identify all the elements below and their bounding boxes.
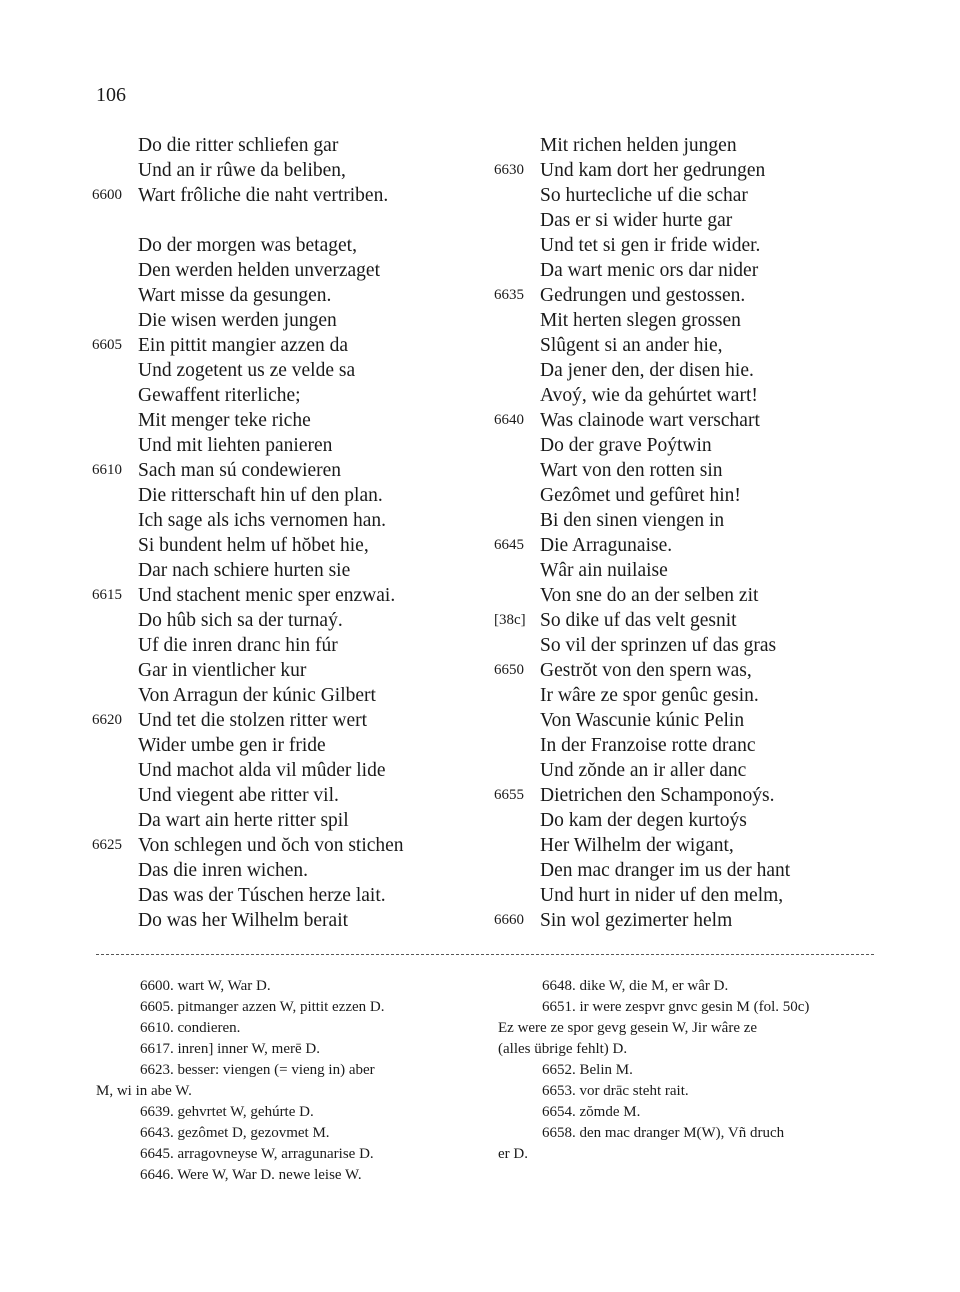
- line-number: [38c]: [494, 612, 526, 628]
- verse-text: Und tet die stolzen ritter wert: [138, 710, 368, 731]
- verse-line: [494, 583, 894, 608]
- footnote: 6623. besser: viengen (= vieng in) aber: [140, 1062, 375, 1078]
- verse-text: Da wart ain herte ritter spil: [138, 810, 349, 831]
- verse-text: Wider umbe gen ir fride: [138, 735, 326, 756]
- line-number: 6640: [494, 412, 524, 428]
- verse-line: [92, 783, 492, 808]
- footnote: 6646. Were W, War D. newe leise W.: [140, 1167, 362, 1183]
- verse-text: Dietrichen den Schamponoýs.: [540, 785, 775, 806]
- verse-line: [494, 283, 894, 308]
- verse-text: Von schlegen und ŏch von stichen: [138, 835, 404, 856]
- verse-line: [92, 408, 492, 433]
- verse-line: [494, 183, 894, 208]
- verse-text: Wâr ain nuilaise: [540, 560, 668, 581]
- left-verse-column: [92, 133, 492, 933]
- verse-text: Slûgent si an ander hie,: [540, 335, 723, 356]
- verse-text: Sach man sú condewieren: [138, 460, 342, 481]
- verse-text: Do kam der degen kurtoýs: [540, 810, 747, 831]
- verse-text: Und mit liehten panieren: [138, 435, 333, 456]
- verse-text: Bi den sinen viengen in: [540, 510, 725, 531]
- verse-line: [92, 208, 492, 233]
- footnote: 6651. ir were zespvr gnvc gesin M (fol. 50c): [542, 999, 810, 1015]
- line-number: 6625: [92, 837, 122, 853]
- verse-line: [92, 158, 492, 183]
- verse-text: Gewaffent riterliche;: [138, 385, 301, 406]
- line-number: 6600: [92, 187, 122, 203]
- verse-text: Den mac dranger im us der hant: [540, 860, 791, 881]
- verse-text: Von Arragun der kúnic Gilbert: [138, 685, 376, 706]
- verse-line: [92, 258, 492, 283]
- verse-text: Do hûb sich sa der turnaý.: [138, 610, 343, 631]
- verse-text: Uf die inren dranc hin fúr: [138, 635, 338, 656]
- verse-line: [494, 408, 894, 433]
- verse-line: [494, 533, 894, 558]
- verse-line: [494, 208, 894, 233]
- verse-text: Do der morgen was betaget,: [138, 235, 357, 256]
- verse-line: [494, 508, 894, 533]
- verse-line: [92, 808, 492, 833]
- verse-line: [92, 583, 492, 608]
- footnote: 6645. arragovneyse W, arragunarise D.: [140, 1146, 374, 1162]
- verse-text: Gedrungen und gestossen.: [540, 285, 746, 306]
- verse-text: Die wisen werden jungen: [138, 310, 337, 331]
- footnote: er D.: [498, 1146, 528, 1162]
- verse-text: Das er si wider hurte gar: [540, 210, 733, 231]
- verse-line: [494, 633, 894, 658]
- verse-line: [92, 433, 492, 458]
- verse-text: Avoý, wie da gehúrtet wart!: [540, 385, 758, 406]
- verse-text: Her Wilhelm der wigant,: [540, 835, 734, 856]
- verse-line: [494, 783, 894, 808]
- verse-line: [92, 908, 492, 933]
- verse-line: [92, 183, 492, 208]
- verse-text: Ich sage als ichs vernomen han.: [138, 510, 386, 531]
- verse-line: [494, 808, 894, 833]
- verse-line: [494, 483, 894, 508]
- page-number: 106: [96, 84, 126, 106]
- verse-text: Und viegent abe ritter vil.: [138, 785, 339, 806]
- verse-text: Gestrŏt von den spern was,: [540, 660, 752, 681]
- verse-line: [92, 458, 492, 483]
- verse-line: [494, 608, 894, 633]
- verse-line: [494, 258, 894, 283]
- verse-text: Do was her Wilhelm berait: [138, 910, 349, 931]
- footnote: 6653. vor drāc steht rait.: [542, 1083, 689, 1099]
- verse-text: Und zogetent us ze velde sa: [138, 360, 356, 381]
- verse-line: [92, 508, 492, 533]
- verse-text: Das was der Túschen herze lait.: [138, 885, 386, 906]
- verse-line: [92, 283, 492, 308]
- verse-text: Wart misse da gesungen.: [138, 285, 332, 306]
- verse-line: [92, 133, 492, 158]
- footnote-divider: [96, 954, 874, 955]
- verse-line: [494, 308, 894, 333]
- line-number: 6620: [92, 712, 122, 728]
- footnote: 6617. inren] inner W, merē D.: [140, 1041, 320, 1057]
- verse-text: Gezômet und gefûret hin!: [540, 485, 741, 506]
- line-number: 6605: [92, 337, 122, 353]
- verse-line: [494, 883, 894, 908]
- line-number: 6650: [494, 662, 524, 678]
- verse-line: [92, 483, 492, 508]
- footnote: 6643. gezômet D, gezovmet M.: [140, 1125, 330, 1141]
- verse-line: [494, 233, 894, 258]
- verse-text: Was clainode wart verschart: [540, 410, 760, 431]
- verse-line: [494, 358, 894, 383]
- verse-line: [92, 233, 492, 258]
- verse-line: [92, 533, 492, 558]
- verse-text: Dar nach schiere hurten sie: [138, 560, 351, 581]
- verse-line: [92, 658, 492, 683]
- verse-line: [92, 308, 492, 333]
- line-number: 6615: [92, 587, 122, 603]
- verse-line: [494, 158, 894, 183]
- verse-line: [494, 758, 894, 783]
- verse-line: [494, 333, 894, 358]
- right-footnotes: [498, 976, 878, 1165]
- footnote: 6648. dike W, die M, er wâr D.: [542, 978, 729, 994]
- verse-line: [494, 133, 894, 158]
- footnote: 6610. condieren.: [140, 1020, 241, 1036]
- verse-text: Ir wâre ze spor genûc gesin.: [540, 685, 759, 706]
- footnote: 6639. gehvrtet W, gehúrte D.: [140, 1104, 314, 1120]
- verse-text: Und stachent menic sper enzwai.: [138, 585, 396, 606]
- verse-line: [92, 383, 492, 408]
- verse-text: Sin wol gezimerter helm: [540, 910, 733, 931]
- verse-text: Und tet si gen ir fride wider.: [540, 235, 761, 256]
- verse-text: Von Wascunie kúnic Pelin: [540, 710, 745, 731]
- verse-text: Wart frôliche die naht vertriben.: [138, 185, 389, 206]
- verse-line: [494, 458, 894, 483]
- verse-text: Und hurt in nider uf den melm,: [540, 885, 784, 906]
- verse-text: Mit menger teke riche: [138, 410, 311, 431]
- verse-text: So hurtecliche uf die schar: [540, 185, 748, 206]
- verse-text: Die ritterschaft hin uf den plan.: [138, 485, 383, 506]
- verse-text: Da jener den, der disen hie.: [540, 360, 754, 381]
- verse-line: [92, 758, 492, 783]
- verse-text: Ein pittit mangier azzen da: [138, 335, 349, 356]
- verse-line: [494, 733, 894, 758]
- line-number: 6660: [494, 912, 524, 928]
- verse-text: Die Arragunaise.: [540, 535, 673, 556]
- line-number: 6610: [92, 462, 122, 478]
- verse-text: So vil der sprinzen uf das gras: [540, 635, 777, 656]
- verse-line: [494, 908, 894, 933]
- verse-line: [494, 383, 894, 408]
- verse-text: Do die ritter schliefen gar: [138, 135, 339, 156]
- verse-text: Und zŏnde an ir aller danc: [540, 760, 747, 781]
- verse-line: [92, 733, 492, 758]
- verse-line: [92, 333, 492, 358]
- verse-line: [92, 558, 492, 583]
- footnote: 6600. wart W, War D.: [140, 978, 271, 994]
- footnote: Ez were ze spor gevg gesein W, Jir wâre ze: [498, 1020, 758, 1036]
- verse-line: [92, 633, 492, 658]
- verse-line: [92, 608, 492, 633]
- line-number: 6645: [494, 537, 524, 553]
- verse-line: [92, 358, 492, 383]
- footnote: (alles übrige fehlt) D.: [498, 1041, 628, 1057]
- footnote: 6658. den mac dranger M(W), Vñ druch: [542, 1125, 785, 1141]
- line-number: 6655: [494, 787, 524, 803]
- verse-text: Das die inren wichen.: [138, 860, 309, 881]
- verse-line: [92, 883, 492, 908]
- verse-line: [494, 708, 894, 733]
- line-number: 6630: [494, 162, 524, 178]
- footnote: 6605. pitmanger azzen W, pittit ezzen D.: [140, 999, 385, 1015]
- verse-text: Von sne do an der selben zit: [540, 585, 759, 606]
- verse-line: [92, 858, 492, 883]
- verse-text: Mit richen helden jungen: [540, 135, 737, 156]
- footnote: 6654. zŏmde M.: [542, 1104, 641, 1120]
- verse-text: Und an ir rûwe da beliben,: [138, 160, 346, 181]
- verse-text: Gar in vientlicher kur: [138, 660, 307, 681]
- verse-text: Und machot alda vil mûder lide: [138, 760, 386, 781]
- verse-text: Und kam dort her gedrungen: [540, 160, 766, 181]
- footnote: 6652. Belin M.: [542, 1062, 633, 1078]
- verse-text: Do der grave Poýtwin: [540, 435, 712, 456]
- verse-text: Den werden helden unverzaget: [138, 260, 381, 281]
- verse-line: [494, 658, 894, 683]
- verse-text: In der Franzoise rotte dranc: [540, 735, 756, 756]
- verse-line: [92, 833, 492, 858]
- verse-text: Wart von den rotten sin: [540, 460, 723, 481]
- line-number: 6635: [494, 287, 524, 303]
- verse-text: Da wart menic ors dar nider: [540, 260, 759, 281]
- verse-line: [92, 708, 492, 733]
- verse-line: [494, 683, 894, 708]
- verse-line: [92, 683, 492, 708]
- verse-text: So dike uf das velt gesnit: [540, 610, 737, 631]
- verse-line: [494, 433, 894, 458]
- verse-line: [494, 558, 894, 583]
- verse-text: Si bundent helm uf hŏbet hie,: [138, 535, 369, 556]
- verse-text: Mit herten slegen grossen: [540, 310, 741, 331]
- right-verse-column: [494, 133, 894, 933]
- left-footnotes: [96, 976, 476, 1186]
- verse-line: [494, 833, 894, 858]
- verse-line: [494, 858, 894, 883]
- footnote: M, wi in abe W.: [96, 1083, 192, 1099]
